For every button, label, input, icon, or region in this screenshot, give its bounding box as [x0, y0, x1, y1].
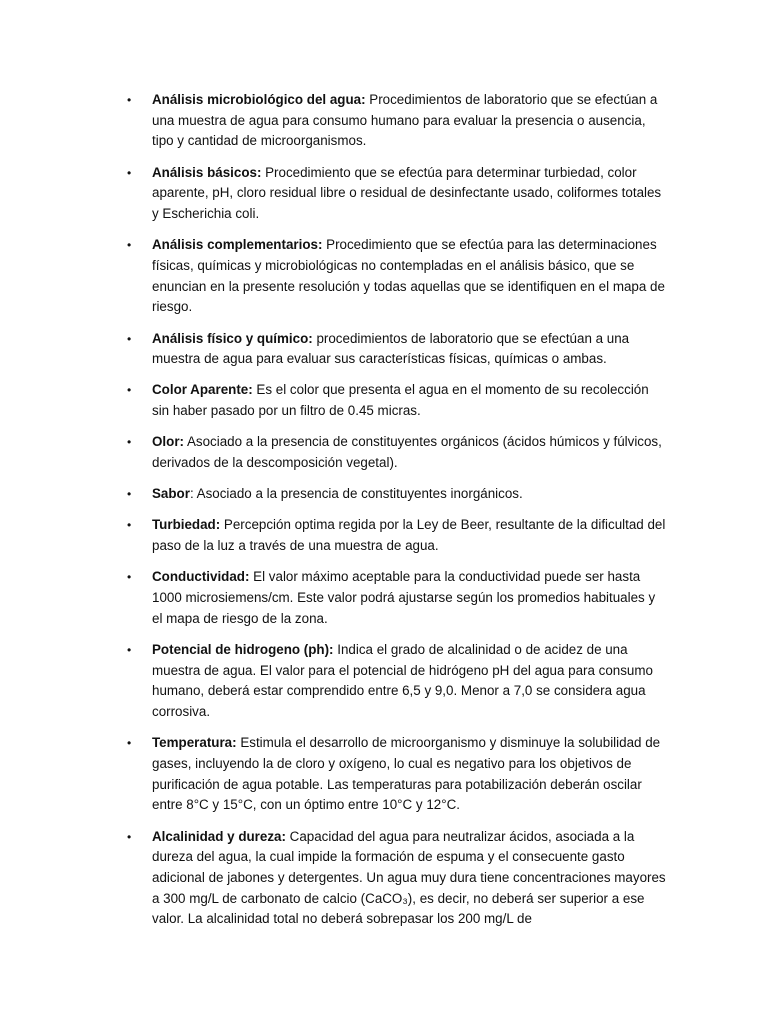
definition-item	[127, 733, 668, 816]
definition-text: Estimula el desarrollo de microorganismo y disminuye la solubilidad de gases, incluyendo la de cloro y oxígeno, lo cual es negativo para los objetivos de purificación de agua potable. Las temperaturas para potabilización deberán oscilar entre 8°C y 15°C, con un óptimo entre 10°C y 12°C.	[152, 735, 661, 813]
definition-term: Turbiedad:	[152, 517, 221, 533]
definition-text: Procedimiento que se efectúa para las determinaciones físicas, químicas y microbiológicas no contempladas en el análisis básico, que se enuncian en la presente resolución y todas aquellas que se identifiquen en el mapa de riesgo.	[152, 237, 665, 315]
bullet-icon: •	[127, 383, 132, 398]
bullet-icon: •	[127, 487, 132, 502]
bullet-icon: •	[127, 165, 132, 180]
bullet-icon: •	[127, 642, 132, 657]
definition-text: procedimientos de laboratorio que se efectúan a una muestra de agua para evaluar sus características físicas, químicas o ambas.	[152, 330, 630, 367]
definition-item	[127, 163, 668, 225]
definition-text: Es el color que presenta el agua en el momento de su recolección sin haber pasado por un filtro de 0.45 micras.	[152, 382, 649, 419]
definition-item	[127, 235, 668, 318]
definition-term: Análisis complementarios:	[152, 237, 323, 253]
definition-text: Indica el grado de alcalinidad o de acidez de una muestra de agua. El valor para el potencial de hidrógeno pH del agua para consumo humano, deberá estar comprendido entre 6,5 y 9,0. Menor a 7,0 se considera agua corrosiva.	[152, 641, 653, 720]
definition-item	[127, 640, 668, 723]
definition-term: Potencial de hidrogeno (ph):	[152, 641, 334, 657]
definition-item	[127, 827, 668, 931]
definition-term: Temperatura:	[152, 735, 237, 751]
definition-term: Color Aparente:	[152, 382, 253, 398]
definition-item	[127, 515, 668, 556]
definition-item	[127, 90, 668, 152]
bullet-icon: •	[127, 435, 132, 450]
definition-item	[127, 567, 668, 629]
definition-item	[127, 484, 668, 505]
definition-item	[127, 329, 668, 370]
definition-term: Análisis microbiológico del agua:	[152, 92, 366, 107]
definition-text: Capacidad del agua para neutralizar ácidos, asociada a la dureza del agua, la cual impide la formación de espuma y el consecuente gasto adicional de jabones y detergentes. Un agua muy dura tiene concentraciones mayores a 300 mg/L de carbonato de calcio (CaCO₃), es decir, no deberá ser superior a ese valor. La alcalinidad total no deberá sobrepasar los 200 mg/L de	[152, 828, 666, 927]
bullet-icon: •	[127, 93, 132, 107]
bullet-icon: •	[127, 238, 132, 253]
definition-text: Percepción optima regida por la Ley de Beer, resultante de la dificultad del paso de la luz a través de una muestra de agua.	[152, 517, 666, 554]
bullet-icon: •	[127, 518, 132, 533]
definition-item	[127, 380, 668, 421]
definition-text: El valor máximo aceptable para la conductividad puede ser hasta 1000 microsiemens/cm. Este valor podrá ajustarse según los promedios habituales y el mapa de riesgo de la zona.	[152, 569, 656, 626]
definition-term: Análisis básicos:	[152, 164, 262, 180]
definition-text: Procedimientos de laboratorio que se efectúan a una muestra de agua para consumo humano para evaluar la presencia o ausencia, tipo y cantidad de microorganismos.	[152, 92, 658, 149]
definition-text: Procedimiento que se efectúa para determinar turbiedad, color aparente, pH, cloro residual libre o residual de desinfectante usado, coliformes totales y Escherichia coli.	[152, 164, 662, 222]
bullet-icon: •	[127, 829, 132, 844]
bullet-icon: •	[127, 736, 132, 751]
definitions-list	[127, 90, 668, 930]
definition-term: Olor:	[152, 434, 184, 450]
bullet-icon: •	[127, 570, 132, 585]
definition-item	[127, 432, 668, 473]
definition-term: Sabor	[152, 486, 190, 502]
definition-text: : Asociado a la presencia de constituyentes inorgánicos.	[189, 486, 523, 502]
definition-text: Asociado a la presencia de constituyentes orgánicos (ácidos húmicos y fúlvicos, derivados de la descomposición vegetal).	[152, 434, 662, 471]
definition-term: Conductividad:	[152, 569, 250, 585]
definition-term: Alcalinidad y dureza:	[152, 828, 286, 844]
definition-term: Análisis físico y químico:	[152, 330, 313, 346]
bullet-icon: •	[127, 331, 132, 346]
